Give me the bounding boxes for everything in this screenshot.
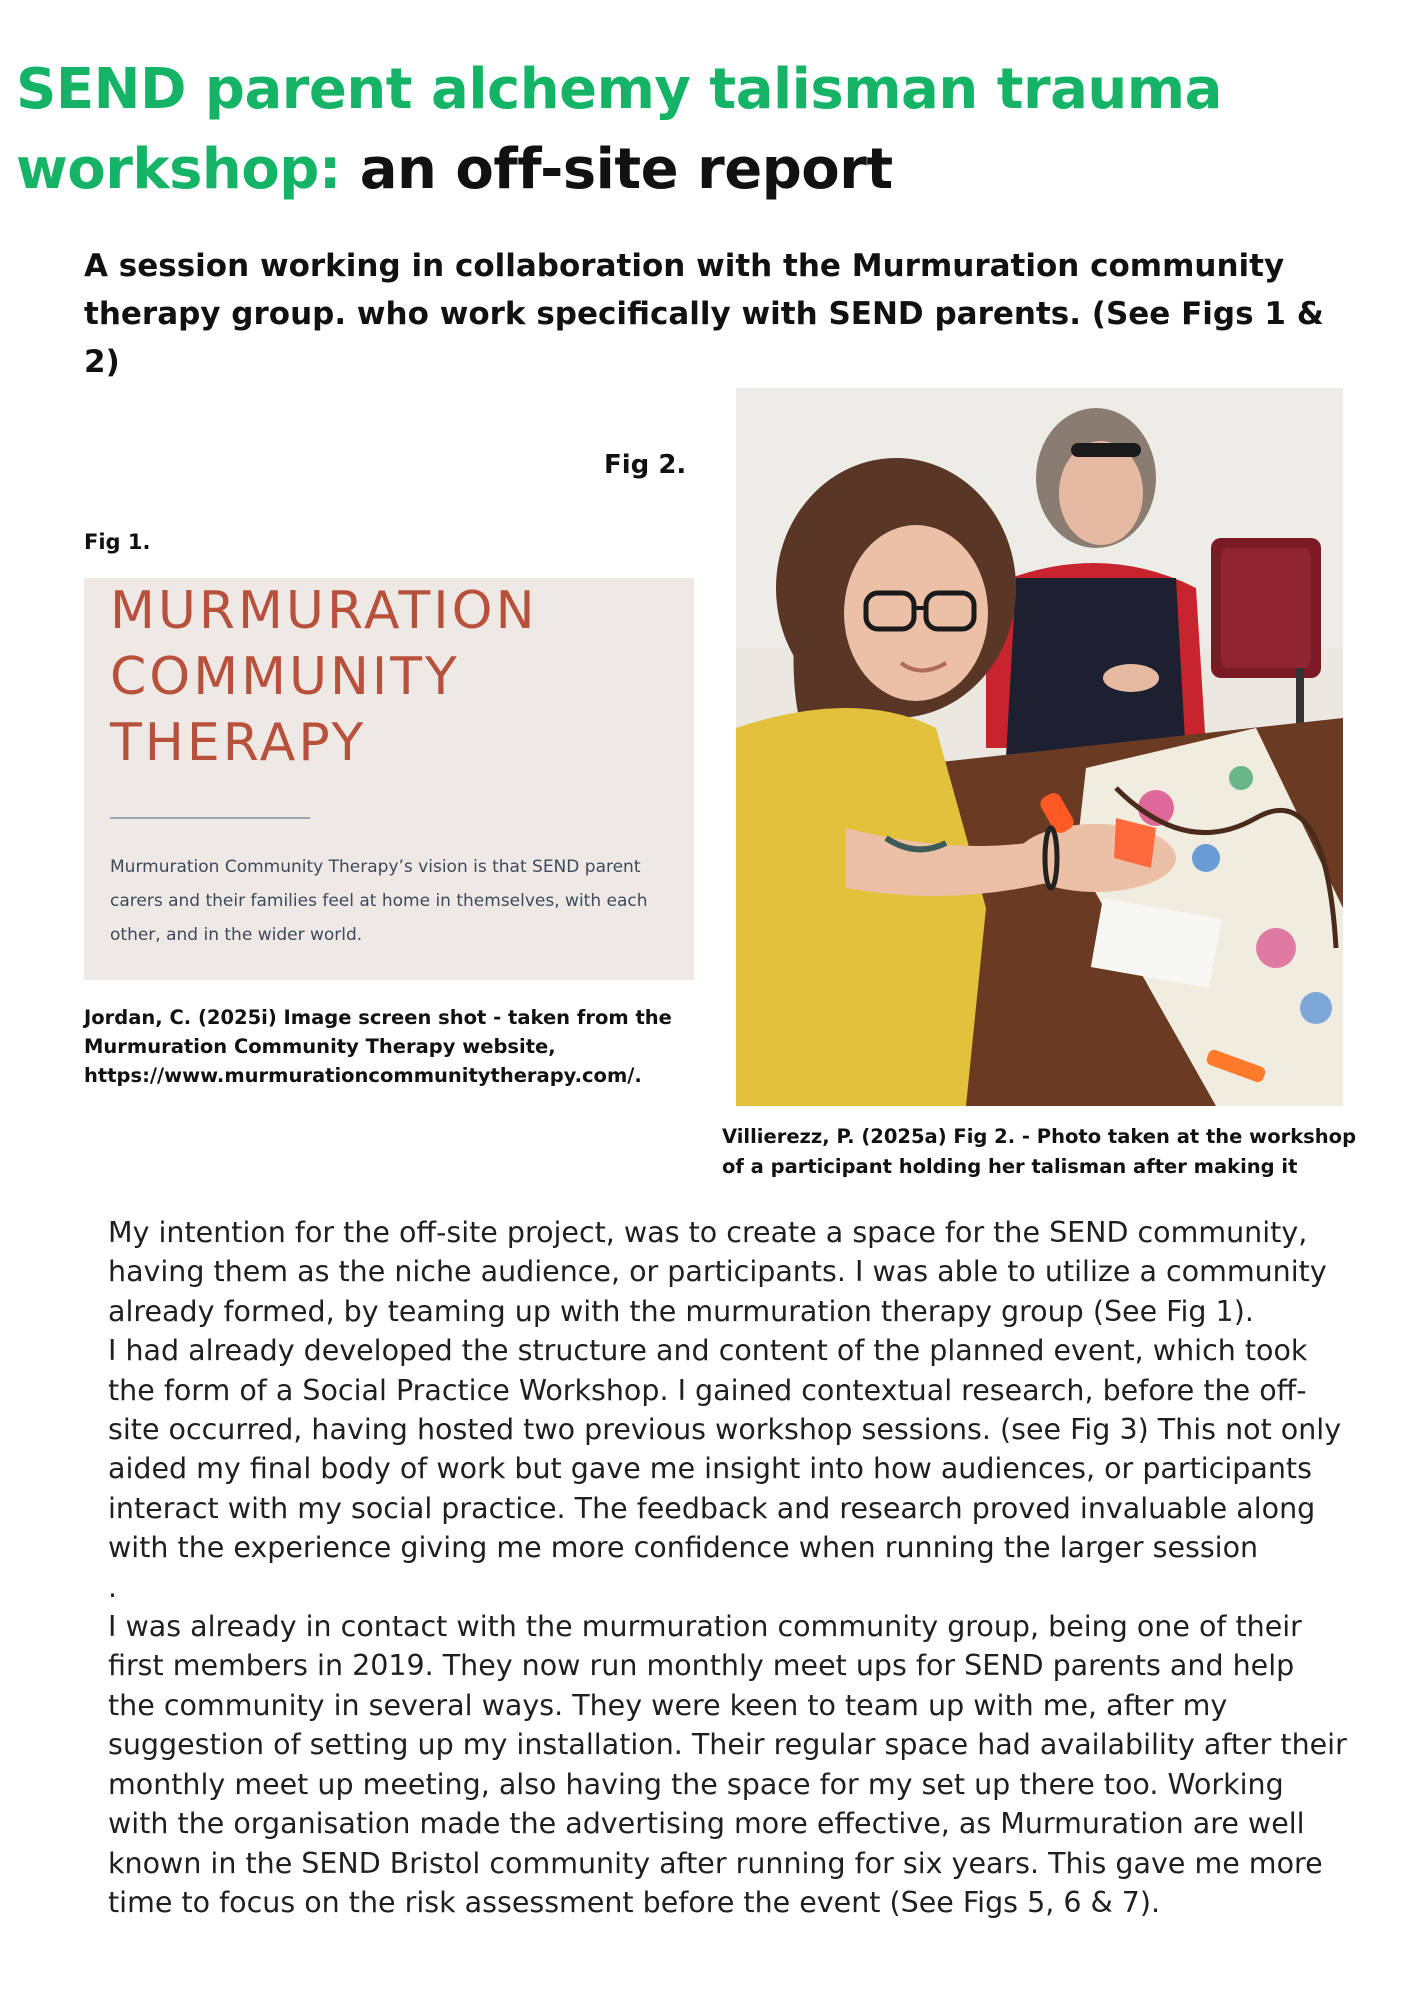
page-subtitle: A session working in collaboration with the Murmuration community therapy group. who work specifically with SEND parents. (See Figs 1 & 2) [84, 248, 1324, 380]
logo-line-3: THERAPY [110, 713, 367, 773]
workshop-photo-illustration [736, 388, 1343, 1106]
fig1-label: Fig 1. [84, 530, 151, 554]
body-text [108, 1213, 1348, 1922]
logo-line-2: COMMUNITY [110, 647, 460, 707]
page-title-black: an off-site report [359, 137, 893, 202]
fig1-screenshot [84, 578, 694, 980]
page-title [16, 50, 1396, 210]
logo-line-1: MURMURATION [110, 581, 538, 641]
logo-divider [110, 817, 310, 819]
page-title-green: SEND parent alchemy talisman trauma workshop: [16, 57, 1222, 202]
fig2-caption: Villierezz, P. (2025a) Fig 2. - Photo taken at the workshop of a participant holding her talisman after making it [722, 1125, 1357, 1178]
stray-period: . [108, 1570, 118, 1604]
fig2-label: Fig 2. [604, 450, 687, 480]
murmuration-logo-text [110, 578, 670, 776]
paragraph-2: I had already developed the structure and content of the planned event, which took the form of a Social Practice Workshop. I gained contextual research, before the off-site occurred, having hosted two previous workshop sessions. (see Fig 3) This not only aided my final body of work but gave me insight into how audiences, or participants interact with my social practice. The feedback and research proved invaluable along with the experience giving me more confidence when running the larger session [108, 1334, 1342, 1565]
paragraph-3: I was already in contact with the murmuration community group, being one of their first members in 2019. They now run monthly meet ups for SEND parents and help the community in several ways. They were keen to team up with me, after my suggestion of setting up my installation. Their regular space had availability after their monthly meet up meeting, also having the space for my set up there too. Working with the organisation made the advertising more effective, as Murmuration are well known in the SEND Bristol community after running for six years. This gave me more time to focus on the risk assessment before the event (See Figs 5, 6 & 7). [108, 1610, 1347, 1919]
paragraph-1: My intention for the off-site project, was to create a space for the SEND community, having them as the niche audience, or participants. I was able to utilize a community already formed, by teaming up with the murmuration therapy group (See Fig 1). [108, 1216, 1327, 1328]
fig2-photo [736, 388, 1343, 1106]
fig1-caption: Jordan, C. (2025i) Image screen shot - taken from the Murmuration Community Therapy website, https://www.murmurationcommunitytherapy.com/. [84, 1006, 672, 1087]
vision-statement: Murmuration Community Therapy’s vision is that SEND parent carers and their families feel at home in themselves, with each other, and in the wider world. [110, 857, 648, 945]
